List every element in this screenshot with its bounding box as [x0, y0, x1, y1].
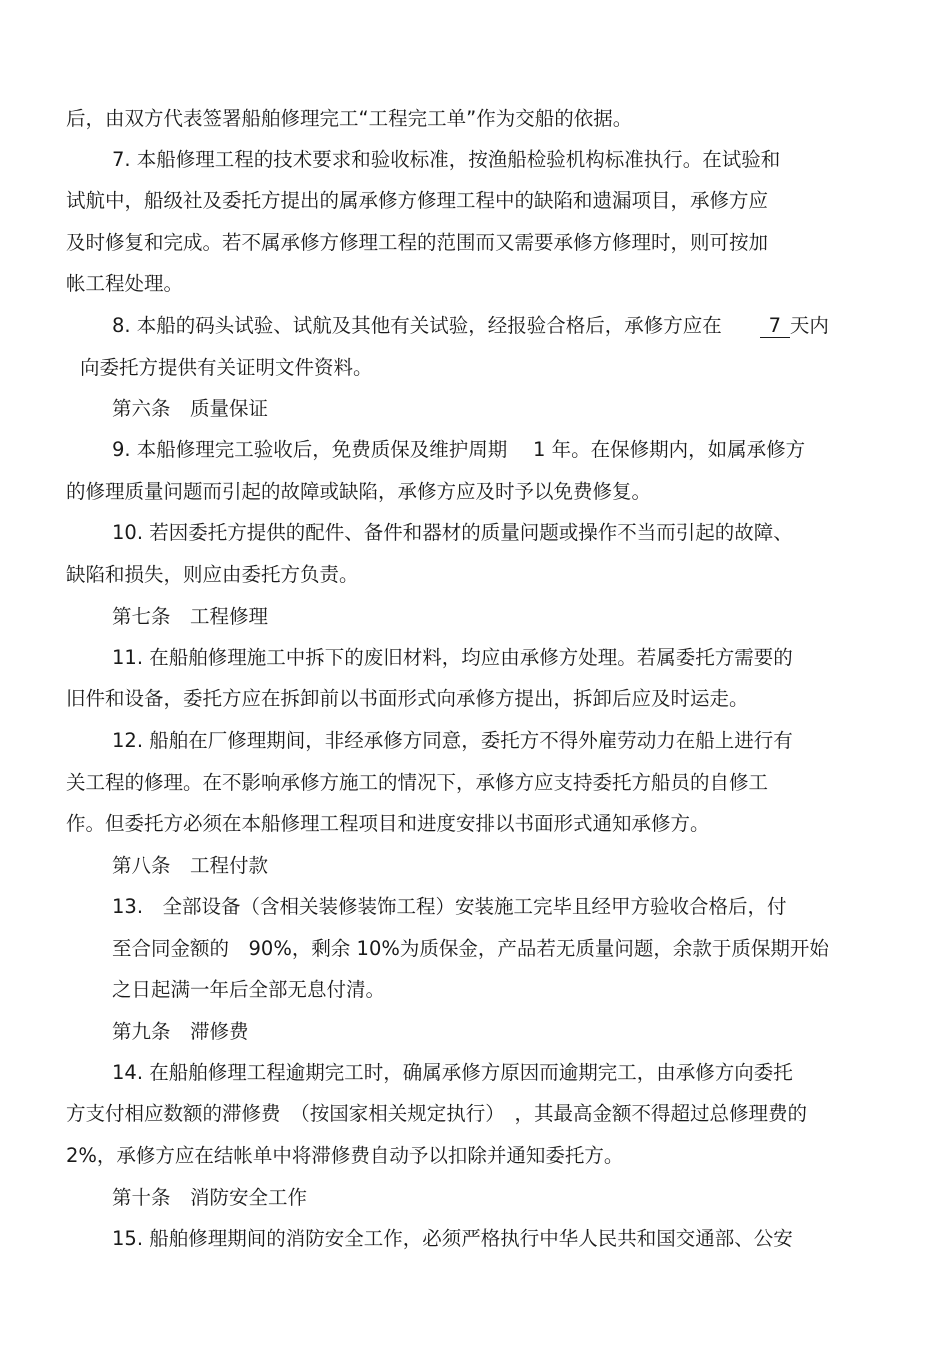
- article-title: 第十条 消防安全工作: [112, 1186, 308, 1209]
- clause-10: 10. 若因委托方提供的配件、备件和器材的质量问题或操作不当而引起的故障、: [112, 521, 793, 544]
- clause-8: [112, 313, 829, 339]
- clause-9: 9. 本船修理完工验收后，免费质保及维护周期 1 年。在保修期内，如属承修方: [112, 438, 806, 461]
- text-line: 关工程的修理。在不影响承修方施工的情况下，承修方应支持委托方船员的自修工: [66, 771, 769, 794]
- clause-7: 7. 本船修理工程的技术要求和验收标准，按渔船检验机构标准执行。在试验和: [112, 148, 781, 171]
- text-line: 试航中，船级社及委托方提出的属承修方修理工程中的缺陷和遗漏项目，承修方应: [66, 189, 769, 212]
- article-title: 第八条 工程付款: [112, 854, 269, 877]
- text-line: 旧件和设备，委托方应在拆卸前以书面形式向承修方提出，拆卸后应及时运走。: [66, 687, 749, 710]
- text-line: 之日起满一年后全部无息付清。: [112, 978, 386, 1001]
- days-blank: 7: [760, 315, 790, 338]
- text-line: 帐工程处理。: [66, 272, 184, 295]
- clause-11: 11. 在船舶修理施工中拆下的废旧材料，均应由承修方处理。若属委托方需要的: [112, 646, 793, 669]
- days-unit: 天内: [789, 314, 829, 337]
- clause-8-text: 8. 本船的码头试验、试航及其他有关试验，经报验合格后，承修方应在: [112, 314, 722, 337]
- text-line: 方支付相应数额的滞修费 （按国家相关规定执行） ，其最高金额不得超过总修理费的: [66, 1102, 808, 1125]
- clause-15: 15. 船舶修理期间的消防安全工作，必须严格执行中华人民共和国交通部、公安: [112, 1227, 793, 1250]
- text-line: 2%，承修方应在结帐单中将滞修费自动予以扣除并通知委托方。: [66, 1144, 624, 1167]
- text-line: 后，由双方代表签署船舶修理完工“工程完工单”作为交船的依据。: [66, 107, 633, 130]
- article-title: 第七条 工程修理: [112, 605, 269, 628]
- clause-14: 14. 在船舶修理工程逾期完工时，确属承修方原因而逾期完工，由承修方向委托: [112, 1061, 793, 1084]
- text-line: 至合同金额的 90%，剩余 10%为质保金，产品若无质量问题，余款于质保期开始: [112, 937, 829, 960]
- clause-13: 13. 全部设备（含相关装修装饰工程）安装施工完毕且经甲方验收合格后，付: [112, 895, 787, 918]
- text-line: 的修理质量问题而引起的故障或缺陷，承修方应及时予以免费修复。: [66, 480, 652, 503]
- text-line: 作。但委托方必须在本船修理工程项目和进度安排以书面形式通知承修方。: [66, 812, 710, 835]
- text-line: 缺陷和损失，则应由委托方负责。: [66, 563, 359, 586]
- clause-12: 12. 船舶在厂修理期间，非经承修方同意，委托方不得外雇劳动力在船上进行有: [112, 729, 793, 752]
- article-title: 第六条 质量保证: [112, 397, 269, 420]
- text-line: 及时修复和完成。若不属承修方修理工程的范围而又需要承修方修理时，则可按加: [66, 231, 769, 254]
- text-line: 向委托方提供有关证明文件资料。: [80, 356, 373, 379]
- article-title: 第九条 滞修费: [112, 1020, 249, 1043]
